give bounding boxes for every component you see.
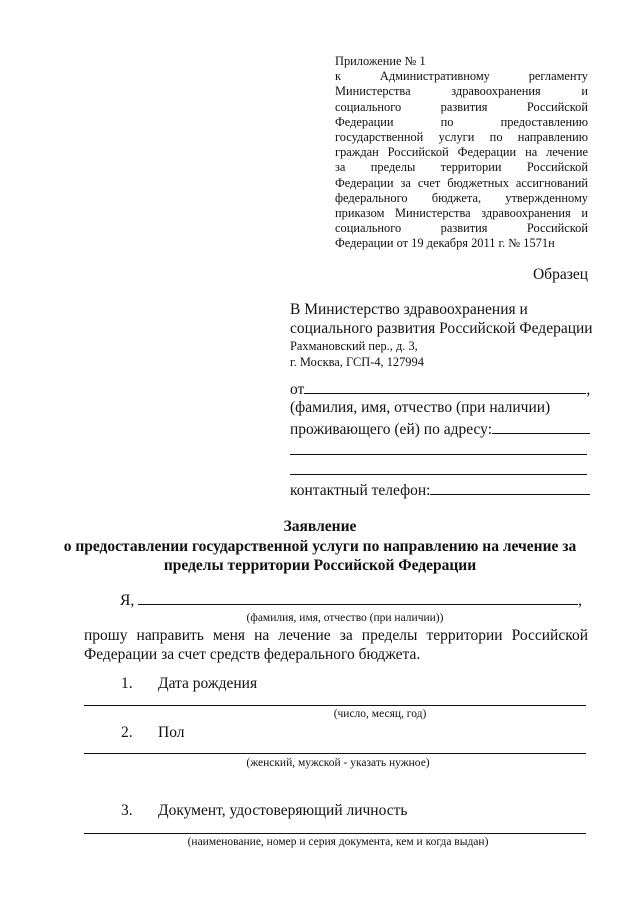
ya-comma: , <box>578 592 582 609</box>
appendix-line: Федерации от 19 декабря 2011 г. № 1571н <box>335 236 555 251</box>
item-hint: (женский, мужской - указать нужное) <box>246 757 430 769</box>
appendix-line: граждан Российской Федерации на лечение <box>335 145 588 160</box>
item-label: Документ, удостоверяющий личность <box>158 802 408 819</box>
appendix-note <box>335 54 588 251</box>
from-comma: , <box>586 381 591 398</box>
sample-label: Образец <box>532 266 588 283</box>
document-title <box>0 517 640 576</box>
appendix-line: Приложение № 1 <box>335 54 426 68</box>
addressee-block <box>290 300 593 370</box>
item-hint: (число, месяц, год) <box>333 708 427 720</box>
title-line: о предоставлении государственной услуги по направлению на лечение за <box>63 537 577 555</box>
appendix-line: к Административному регламенту <box>335 69 588 84</box>
item-label: Пол <box>158 724 185 741</box>
from-name-field[interactable] <box>304 378 586 394</box>
gender-field[interactable] <box>84 753 586 754</box>
statement-name-field[interactable] <box>138 590 578 605</box>
appendix-line: социального развития Российской <box>335 99 588 114</box>
addressee-street: Рахмановский пер., д. 3, <box>290 339 418 353</box>
fio-hint: (фамилия, имя, отчество (при наличии) <box>290 399 551 416</box>
statement-text-line: прошу направить меня на лечение за пределы территории Российской <box>84 627 588 644</box>
statement-text-line: Федерации за счет средств федерального бюджета. <box>84 646 421 663</box>
item-number: 1. <box>121 675 133 692</box>
applicant-block <box>290 378 590 501</box>
item-hint: (наименование, номер и серия документа, кем и когда выдан) <box>187 836 489 848</box>
item-number: 3. <box>121 802 133 819</box>
phone-label: контактный телефон: <box>290 482 431 499</box>
item-number: 2. <box>121 724 133 741</box>
addressee-line: социального развития Российской Федерации <box>290 320 593 337</box>
appendix-line: Федерации за счет бюджетных ассигнований <box>335 175 588 190</box>
appendix-line: государственной услуги по направлению <box>335 129 588 144</box>
address-field-line3[interactable] <box>290 474 587 475</box>
statement-block <box>84 590 588 664</box>
appendix-line: за пределы территории Российской <box>335 160 588 175</box>
address-label: проживающего (ей) по адресу: <box>290 421 492 438</box>
phone-field[interactable] <box>430 479 590 495</box>
item-label: Дата рождения <box>158 675 258 692</box>
addressee-line: В Министерство здравоохранения и <box>290 301 528 318</box>
title-line: пределы территории Российской Федерации <box>163 557 477 574</box>
address-field-line2[interactable] <box>290 454 587 455</box>
birth-date-field[interactable] <box>84 705 586 706</box>
appendix-line: Федерации по предоставлению <box>335 114 588 129</box>
ya-label: Я, <box>120 592 135 609</box>
from-label: от <box>290 381 305 398</box>
title-line: Заявление <box>283 518 357 535</box>
statement-fio-hint: (фамилия, имя, отчество (при наличии)) <box>246 612 444 624</box>
appendix-line: приказом Министерства здравоохранения и <box>335 205 588 220</box>
appendix-line: социального развития Российской <box>335 221 588 236</box>
addressee-city: г. Москва, ГСП-4, 127994 <box>290 355 424 369</box>
address-field[interactable] <box>492 418 590 434</box>
identity-document-field[interactable] <box>84 833 586 834</box>
appendix-line: федерального бюджета, утвержденному <box>335 190 588 205</box>
appendix-line: Министерства здравоохранения и <box>335 84 588 99</box>
